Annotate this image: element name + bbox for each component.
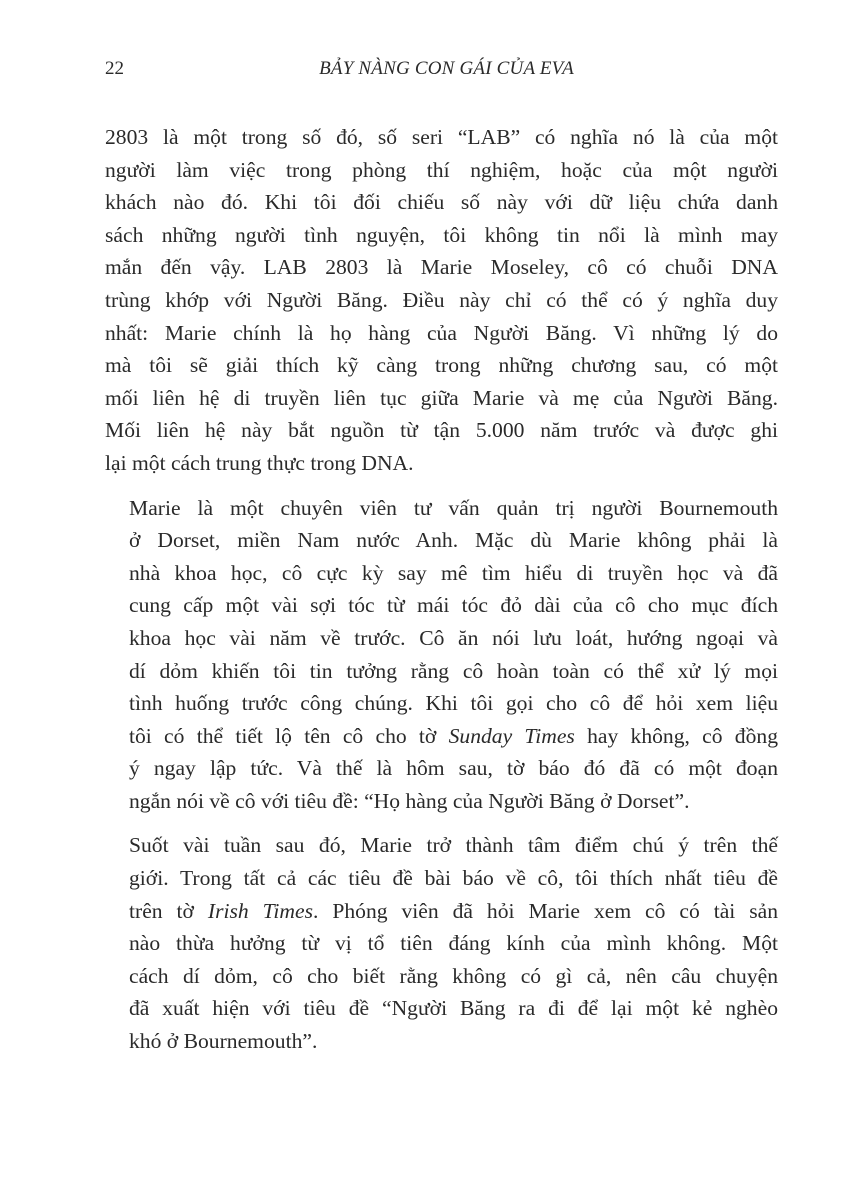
text-line: đã xuất hiện với tiêu đề “Người Băng ra đi để lại một kẻ nghèo xyxy=(129,996,778,1021)
text-line: mối liên hệ di truyền liên tục giữa Marie và mẹ của Người Băng. xyxy=(105,385,778,410)
text-line: dí dỏm khiến tôi tin tưởng rằng cô hoàn toàn có thể xử lý mọi xyxy=(129,658,778,683)
text-line: Mối liên hệ này bắt nguồn từ tận 5.000 năm trước và được ghi xyxy=(105,418,778,443)
text-line: Suốt vài tuần sau đó, Marie trở thành tâm điểm chú ý trên thế xyxy=(129,833,778,858)
paragraph xyxy=(105,829,778,1057)
running-header xyxy=(105,58,778,88)
text-line: nào thừa hưởng từ vị tổ tiên đáng kính của mình không. Một xyxy=(129,931,778,956)
text-line: khoa học vài năm về trước. Cô ăn nói lưu loát, hướng ngoại và xyxy=(129,625,778,650)
text-line: giới. Trong tất cả các tiêu đề bài báo về cô, tôi thích nhất tiêu đề xyxy=(129,866,778,891)
text-line: nhà khoa học, cô cực kỳ say mê tìm hiểu di truyền học và đã xyxy=(129,560,778,585)
text-line: Marie là một chuyên viên tư vấn quản trị người Bournemouth xyxy=(129,495,778,520)
text-line: cung cấp một vài sợi tóc từ mái tóc đỏ dài của cô cho mục đích xyxy=(129,593,778,618)
publication-name: Sunday Times xyxy=(448,723,575,748)
text-line: trùng khớp với Người Băng. Điều này chỉ có thể có ý nghĩa duy xyxy=(105,287,778,312)
body-text xyxy=(105,121,778,1058)
text-line: khách nào đó. Khi tôi đối chiếu số này với dữ liệu chứa danh xyxy=(105,190,778,215)
text-line: cách dí dỏm, cô cho biết rằng không có gì cả, nên câu chuyện xyxy=(129,963,778,988)
text-line: lại một cách trung thực trong DNA. xyxy=(105,450,414,475)
book-title: BẢY NÀNG CON GÁI CỦA EVA xyxy=(319,58,574,79)
paragraph xyxy=(105,492,778,818)
text-line: ở Dorset, miền Nam nước Anh. Mặc dù Marie không phải là xyxy=(129,528,778,553)
text-line: nhất: Marie chính là họ hàng của Người Băng. Vì những lý do xyxy=(105,320,778,345)
text-line: ngắn nói về cô với tiêu đề: “Họ hàng của Người Băng ở Dorset”. xyxy=(129,788,690,813)
text-line: sách những người tình nguyện, tôi không tin nổi là mình may xyxy=(105,222,778,247)
paragraph xyxy=(105,121,778,480)
text-line: mà tôi sẽ giải thích kỹ càng trong những chương sau, có một xyxy=(105,353,778,378)
text-line: khó ở Bournemouth”. xyxy=(129,1029,318,1054)
page-number: 22 xyxy=(105,58,124,79)
text-line: mắn đến vậy. LAB 2803 là Marie Moseley, cô có chuỗi DNA xyxy=(105,255,778,280)
text-line: tôi có thể tiết lộ tên cô cho tờ Sunday Times hay không, cô đồng xyxy=(129,723,778,748)
text-line: trên tờ Irish Times. Phóng viên đã hỏi Marie xem cô có tài sản xyxy=(129,898,778,923)
text-line: 2803 là một trong số đó, số seri “LAB” có nghĩa nó là của một xyxy=(105,125,778,149)
publication-name: Irish Times xyxy=(207,898,314,923)
text-line: người làm việc trong phòng thí nghiệm, hoặc của một người xyxy=(105,157,778,182)
text-line: tình huống trước công chúng. Khi tôi gọi cho cô để hỏi xem liệu xyxy=(129,691,778,716)
text-line: ý ngay lập tức. Và thế là hôm sau, tờ báo đó đã có một đoạn xyxy=(129,756,778,781)
